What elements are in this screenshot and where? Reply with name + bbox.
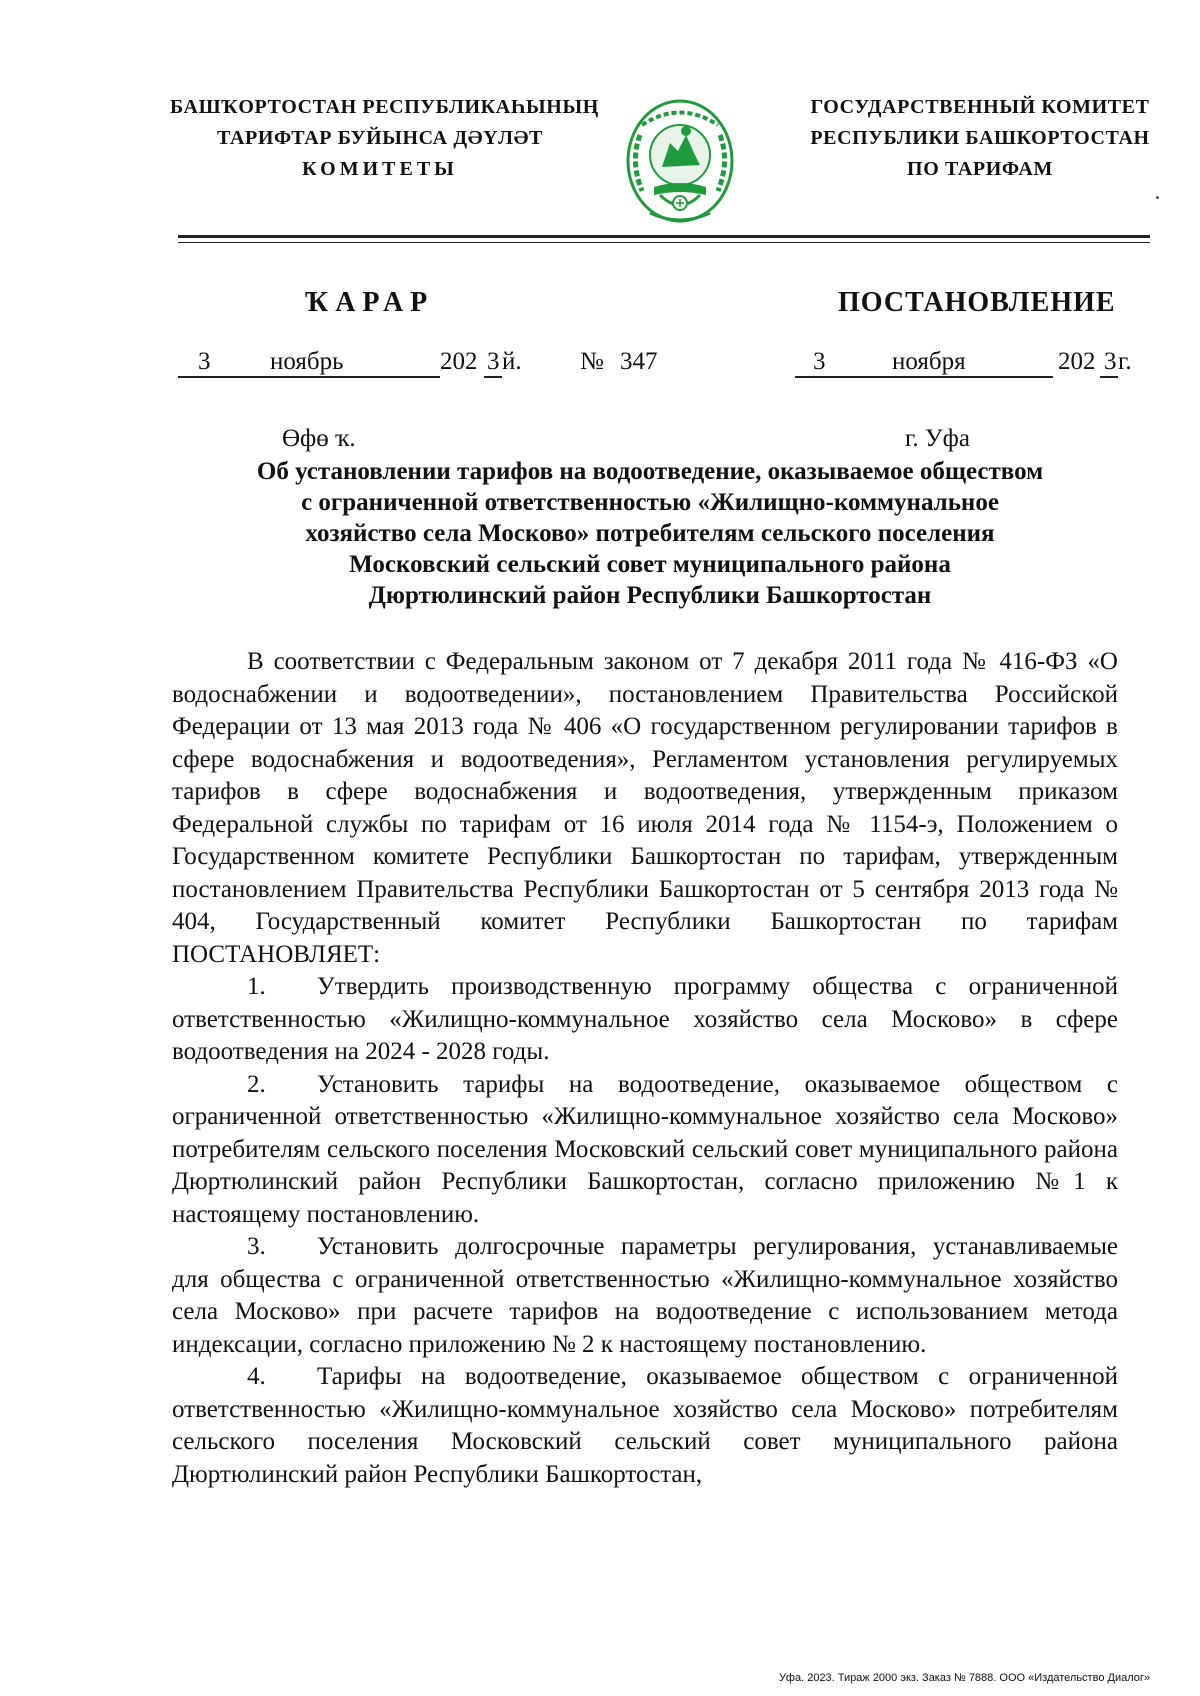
date-right-year-digit: 3 — [1104, 348, 1117, 375]
decree-number: 347 — [620, 348, 658, 375]
subject-line: хозяйство села Москово» потребителям сельского поселения — [305, 520, 995, 547]
header-left-line: БАШҠОРТОСТАН РЕСПУБЛИКАҺЫНЫҢ — [170, 96, 599, 118]
scan-speck — [1156, 196, 1159, 199]
header-left-line: ТАРИФТАР БУЙЫНСА ДӘҮЛӘТ — [217, 127, 543, 149]
print-footer: Уфа. 2023. Тираж 2000 экз. Заказ № 7888. ООО «Издательство Диалог» — [778, 1672, 1150, 1684]
item-number: 1. — [247, 973, 266, 1000]
preamble-paragraph: В соответствии с Федеральным законом от 7 декабря 2011 года № 416-ФЗ «О водоснабжении и водоотведении», постановлением Правительства Российской Федерации от 13 мая 2013 года № 406 «О государственном регулировании тарифов в сфере водоснабжения и водоотведения», Регламентом установления регулируемых тарифов в сфере водоснабжения и водоотведения, утвержденным приказом Федеральной службы по тарифам от 16 июля 2014 года № 1154-э, Положением о Государственном комитете Республики Башкортостан по тарифам, утвержденным постановлением Правительства Республики Башкортостан от 5 сентября 2013 года № 404, Государственный комитет Республики Башкортостан по тарифам ПОСТАНОВЛЯЕТ: — [172, 648, 1118, 968]
header-left-block — [170, 92, 599, 185]
decree-item — [172, 971, 1118, 1069]
header-right-block — [780, 92, 1180, 185]
place-russian: г. Уфа — [905, 425, 970, 452]
subject-line: Об установлении тарифов на водоотведение, оказываемое обществом — [256, 458, 1044, 485]
date-left-year-prefix: 202 — [440, 348, 478, 375]
item-text: Утвердить производственную программу общества с ограниченной ответственностью «Жилищно-коммунальное хозяйство села Москово» в сфере водоотведения на 2024 - 2028 годы. — [172, 973, 1118, 1065]
decree-body — [172, 646, 1118, 1491]
date-right-underline — [795, 376, 1053, 378]
date-left-day: 3 — [198, 348, 211, 375]
title-russian: ПОСТАНОВЛЕНИЕ — [838, 287, 1116, 318]
subject-line: Дюртюлинский район Республики Башкортостан — [368, 582, 932, 609]
date-left-month: ноябрь — [270, 348, 344, 375]
header-right-line: ГОСУДАРСТВЕННЫЙ КОМИТЕТ — [810, 96, 1150, 118]
date-left-year-digit: 3 — [487, 348, 500, 375]
decree-subject — [190, 456, 1110, 611]
date-right-day: 3 — [813, 348, 826, 375]
date-right-month: ноября — [892, 348, 966, 375]
item-number: 3. — [247, 1233, 266, 1260]
decree-item — [172, 1361, 1118, 1491]
header-right-line: ПО ТАРИФАМ — [907, 158, 1053, 180]
date-right-year-underline — [1100, 376, 1118, 378]
date-left-year-underline — [484, 376, 502, 378]
number-sign: № — [580, 348, 604, 375]
coat-of-arms-icon — [620, 95, 740, 235]
item-number: 4. — [247, 1363, 266, 1390]
header-divider-thin — [178, 242, 1150, 243]
subject-line: с ограниченной ответственностью «Жилищно-коммунальное — [301, 489, 999, 516]
header-divider-thick — [178, 235, 1150, 238]
date-left-year-suffix: й. — [502, 348, 522, 375]
header-left-line: КОМИТЕТЫ — [302, 158, 458, 180]
subject-line: Московский сельский совет муниципального района — [349, 551, 951, 578]
place-bashkir: Өфө ҡ. — [282, 425, 356, 452]
header-right-line: РЕСПУБЛИКИ БАШКОРТОСТАН — [810, 127, 1150, 149]
item-text: Тарифы на водоотведение, оказываемое обществом с ограниченной ответственностью «Жилищно-коммунальное хозяйство села Москово» потребителям сельского поселения Московский сельский совет муниципального района Дюртюлинский район Республики Башкортостан, — [172, 1363, 1118, 1488]
date-left-underline — [178, 376, 440, 378]
item-text: Установить долгосрочные параметры регулирования, устанавливаемые для общества с ограниченной ответственностью «Жилищно-коммунальное хозяйство села Москово» при расчете тарифов на водоотведение с использованием метода индексации, согласно приложению № 2 к настоящему постановлению. — [172, 1233, 1118, 1358]
date-right-year-suffix: г. — [1118, 348, 1132, 375]
date-right-year-prefix: 202 — [1058, 348, 1096, 375]
title-bashkir: ҠАРАР — [305, 287, 435, 318]
item-text: Установить тарифы на водоотведение, оказываемое обществом с ограниченной ответственностью «Жилищно-коммунальное хозяйство села Москово» потребителям сельского поселения Московский сельский совет муниципального района Дюртюлинский район Республики Башкортостан, согласно приложению №1 к настоящему постановлению. — [172, 1070, 1118, 1228]
item-number: 2. — [247, 1070, 266, 1098]
decree-item — [172, 1069, 1118, 1232]
decree-item — [172, 1231, 1118, 1361]
